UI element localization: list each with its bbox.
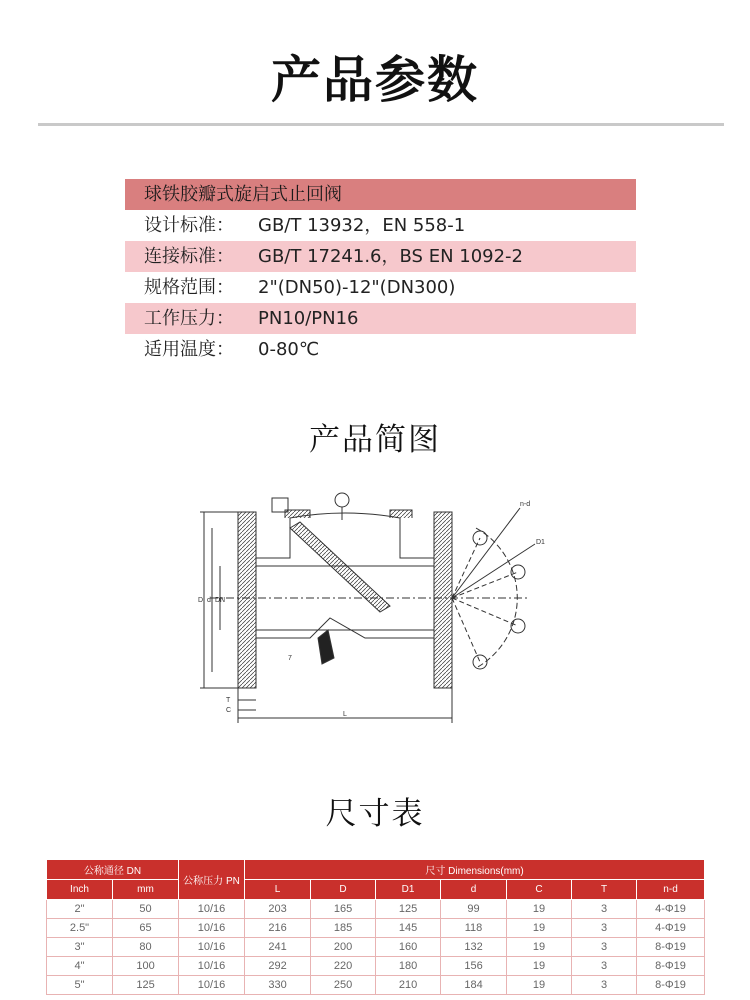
valve-drawing bbox=[190, 488, 560, 728]
spec-label: 适用温度： bbox=[144, 339, 234, 360]
table-cell: 3" bbox=[47, 938, 113, 957]
spec-row bbox=[125, 303, 636, 334]
table-cell: 203 bbox=[245, 900, 311, 919]
table-cell: 10/16 bbox=[179, 976, 245, 995]
table-cell: 160 bbox=[376, 938, 441, 957]
table-cell: 4" bbox=[47, 957, 113, 976]
table-cell: 4-Φ19 bbox=[637, 900, 705, 919]
spec-value: 2"(DN50)-12"(DN300) bbox=[258, 277, 456, 298]
spec-label: 设计标准： bbox=[144, 215, 234, 236]
table-cell: 330 bbox=[245, 976, 311, 995]
label-seven: 7 bbox=[288, 655, 292, 662]
table-cell: 2" bbox=[47, 900, 113, 919]
table-cell: 8-Φ19 bbox=[637, 957, 705, 976]
label-nd: n-d bbox=[520, 501, 531, 508]
table-cell: 125 bbox=[376, 900, 441, 919]
th-D: D bbox=[311, 880, 376, 900]
table-cell: 132 bbox=[441, 938, 507, 957]
table-cell: 4-Φ19 bbox=[637, 919, 705, 938]
table-cell: 65 bbox=[113, 919, 179, 938]
table-cell: 10/16 bbox=[179, 938, 245, 957]
table-cell: 5" bbox=[47, 976, 113, 995]
table-cell: 19 bbox=[507, 957, 572, 976]
th-d: d bbox=[441, 880, 507, 900]
bolt-hole bbox=[473, 655, 487, 669]
table-cell: 8-Φ19 bbox=[637, 938, 705, 957]
label-t: T bbox=[226, 697, 231, 704]
table-cell: 99 bbox=[441, 900, 507, 919]
table-cell: 10/16 bbox=[179, 957, 245, 976]
table-cell: 220 bbox=[311, 957, 376, 976]
table-title: 尺寸表 bbox=[325, 796, 425, 832]
page-title: 产品参数 bbox=[271, 51, 479, 109]
spec-row bbox=[125, 210, 636, 241]
spec-value: GB/T 13932，EN 558-1 bbox=[258, 215, 466, 236]
table-cell: 2.5" bbox=[47, 919, 113, 938]
title-divider bbox=[38, 123, 724, 126]
table-row bbox=[47, 938, 705, 957]
table-row bbox=[47, 919, 705, 938]
table-cell: 10/16 bbox=[179, 900, 245, 919]
label-d: d bbox=[207, 597, 211, 604]
table-row bbox=[47, 900, 705, 919]
label-D: D bbox=[198, 597, 204, 604]
label-c: C bbox=[226, 707, 232, 714]
spec-row bbox=[125, 241, 636, 272]
table-cell: 8-Φ19 bbox=[637, 976, 705, 995]
spec-value: PN10/PN16 bbox=[258, 308, 359, 329]
spec-value: GB/T 17241.6，BS EN 1092-2 bbox=[258, 246, 524, 267]
table-cell: 3 bbox=[572, 938, 637, 957]
table-cell: 3 bbox=[572, 976, 637, 995]
spec-row bbox=[125, 272, 636, 303]
table-cell: 19 bbox=[507, 976, 572, 995]
th-pn: 公称压力 PN bbox=[179, 860, 245, 900]
table-cell: 156 bbox=[441, 957, 507, 976]
table-cell: 50 bbox=[113, 900, 179, 919]
left-flange bbox=[238, 512, 256, 688]
spec-label: 连接标准： bbox=[144, 246, 234, 267]
th-d1: D1 bbox=[376, 880, 441, 900]
table-cell: 145 bbox=[376, 919, 441, 938]
spec-table bbox=[125, 179, 636, 365]
lifting-eye bbox=[335, 493, 349, 507]
spec-label: 工作压力： bbox=[144, 308, 234, 329]
table-cell: 241 bbox=[245, 938, 311, 957]
table-cell: 19 bbox=[507, 938, 572, 957]
spec-row bbox=[125, 334, 636, 365]
spec-label: 规格范围： bbox=[144, 277, 234, 298]
table-cell: 100 bbox=[113, 957, 179, 976]
table-row bbox=[47, 957, 705, 976]
table-cell: 19 bbox=[507, 900, 572, 919]
table-cell: 184 bbox=[441, 976, 507, 995]
th-mm: mm bbox=[113, 880, 179, 900]
table-cell: 292 bbox=[245, 957, 311, 976]
th-t: T bbox=[572, 880, 637, 900]
table-cell: 165 bbox=[311, 900, 376, 919]
bolt-hole bbox=[473, 531, 487, 545]
table-cell: 210 bbox=[376, 976, 441, 995]
table-cell: 19 bbox=[507, 919, 572, 938]
table-cell: 180 bbox=[376, 957, 441, 976]
spec-value: 0-80℃ bbox=[258, 339, 320, 360]
table-cell: 118 bbox=[441, 919, 507, 938]
label-dn: DN bbox=[215, 597, 226, 604]
label-d1: D1 bbox=[536, 539, 545, 546]
spec-product-name: 球铁胶瓣式旋启式止回阀 bbox=[125, 179, 636, 210]
th-dims-group: 尺寸 Dimensions(mm) bbox=[245, 860, 705, 880]
th-c: C bbox=[507, 880, 572, 900]
table-cell: 10/16 bbox=[179, 919, 245, 938]
table-cell: 3 bbox=[572, 919, 637, 938]
table-cell: 216 bbox=[245, 919, 311, 938]
table-cell: 250 bbox=[311, 976, 376, 995]
th-dn-group: 公称通径 DN bbox=[47, 860, 179, 880]
table-cell: 200 bbox=[311, 938, 376, 957]
dimension-table bbox=[46, 859, 705, 995]
table-cell: 3 bbox=[572, 900, 637, 919]
th-inch: Inch bbox=[47, 880, 113, 900]
table-cell: 3 bbox=[572, 957, 637, 976]
bolt-hole bbox=[511, 619, 525, 633]
th-l: L bbox=[245, 880, 311, 900]
th-nd: n-d bbox=[637, 880, 705, 900]
table-cell: 125 bbox=[113, 976, 179, 995]
table-cell: 185 bbox=[311, 919, 376, 938]
table-row bbox=[47, 976, 705, 995]
right-flange bbox=[434, 512, 452, 688]
label-l: L bbox=[343, 711, 347, 718]
diagram-title: 产品简图 bbox=[309, 422, 441, 458]
table-cell: 80 bbox=[113, 938, 179, 957]
